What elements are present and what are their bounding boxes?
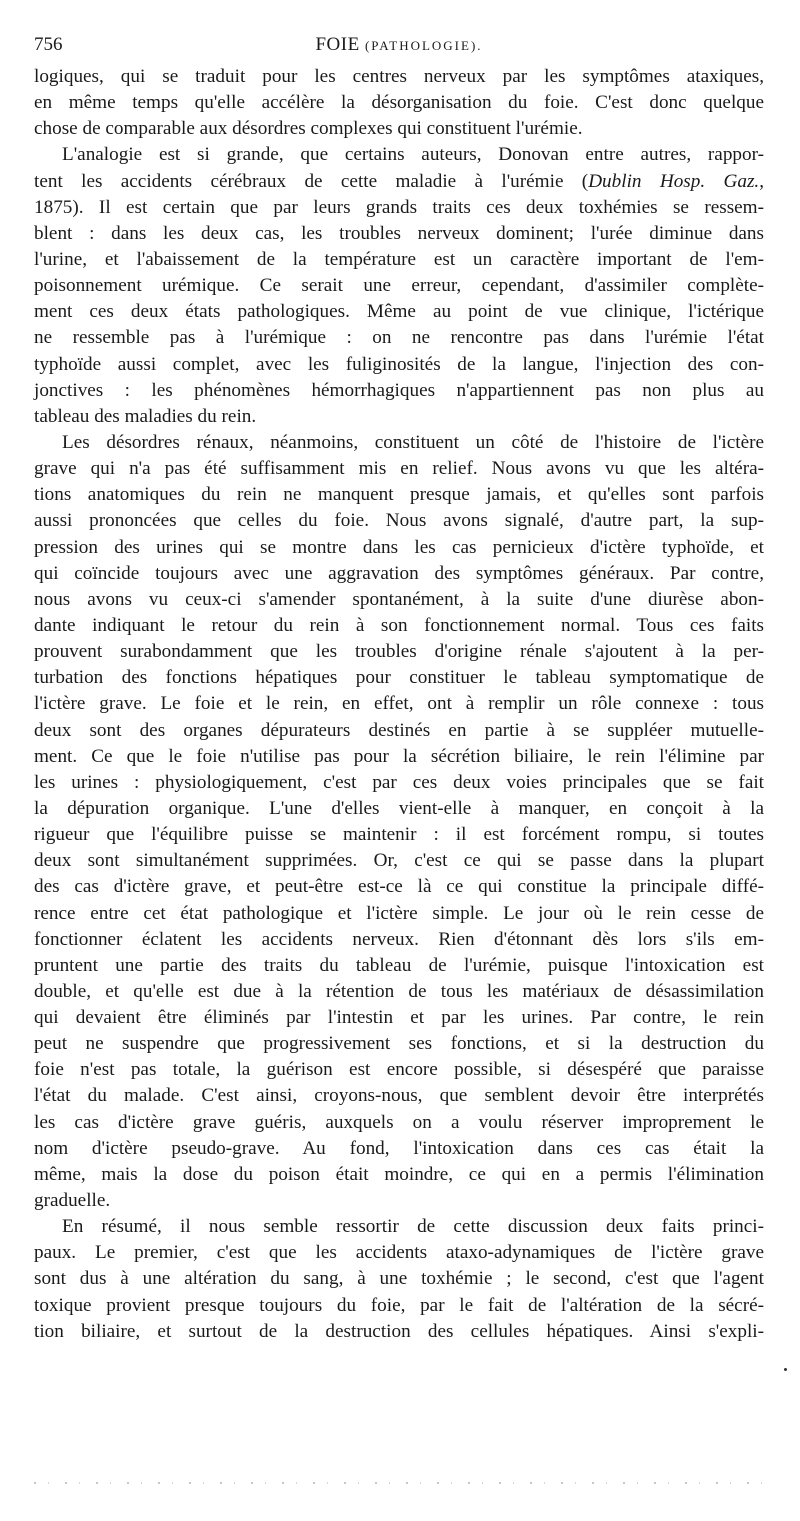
text-line: rigueur que l'équilibre puisse se maintenir : il est forcément rompu, si toutes — [34, 824, 764, 846]
text-line: l'état du malade. C'est ainsi, croyons-nous, que semblent devoir être interprétés — [34, 1085, 764, 1107]
body-text — [34, 64, 764, 1345]
text-line: aussi prononcées que celles du foie. Nous avons signalé, d'autre part, la sup- — [34, 510, 764, 532]
text-line: qui coïncide toujours avec une aggravation des symptômes généraux. Par contre, — [34, 562, 764, 584]
text-line: ne ressemble pas à l'urémique : on ne rencontre pas dans l'urémie l'état — [34, 327, 764, 349]
text-segment: tent les accidents cérébraux de cette maladie à l'urémie ( — [34, 170, 589, 192]
text-line: dante indiquant le retour du rein à son fonctionnement normal. Tous ces faits — [34, 614, 764, 636]
text-line: l'ictère grave. Le foie et le rein, en effet, ont à remplir un rôle connexe : tous — [34, 693, 764, 715]
text-line: ment. Ce que le foie n'utilise pas pour la sécrétion biliaire, le rein l'élimine par — [34, 745, 764, 767]
running-title — [34, 32, 764, 59]
text-line: poisonnement urémique. Ce serait une erreur, cependant, d'assimiler complète- — [34, 275, 764, 297]
text-line: pruntent une partie des traits du tableau de l'urémie, puisque l'intoxication est — [34, 954, 764, 976]
text-line: des cas d'ictère grave, et peut-être est-ce là ce qui constitue la principale diffé- — [34, 876, 764, 898]
text-line: chose de comparable aux désordres complexes qui constituent l'urémie. — [34, 118, 583, 140]
text-line: turbation des fonctions hépatiques pour constituer le tableau symptomatique de — [34, 667, 764, 689]
text-line: foie n'est pas totale, la guérison est encore possible, si désespéré que paraisse — [34, 1059, 764, 1081]
text-line: rence entre cet état pathologique et l'ictère simple. Le jour où le rein cesse de — [34, 902, 764, 924]
text-line: deux sont simultanément supprimées. Or, c'est ce qui se passe dans la plupart — [34, 850, 764, 872]
running-title-main: FOIE — [315, 34, 360, 55]
text-line: 1875). Il est certain que par leurs grands traits ces deux toxhémies se ressem- — [34, 196, 764, 218]
text-line: tion biliaire, et surtout de la destruction des cellules hépatiques. Ainsi s'expli- — [34, 1320, 764, 1342]
text-line: nom d'ictère pseudo-grave. Au fond, l'intoxication dans ces cas était la — [34, 1137, 764, 1159]
citation: Dublin Hosp. Gaz. — [588, 170, 760, 192]
text-line: prouvent surabondamment que les troubles d'origine rénale s'ajoutent à la per- — [34, 641, 764, 663]
text-line: pression des urines qui se montre dans les cas pernicieux d'ictère typhoïde, et — [34, 536, 764, 558]
text-line: nous avons vu ceux-ci s'amender spontanément, à la suite d'une diurèse abon- — [34, 588, 764, 610]
text-line: Les désordres rénaux, néanmoins, constituent un côté de l'histoire de l'ictère — [62, 431, 764, 453]
running-title-subtitle: (PATHOLOGIE). — [364, 38, 483, 53]
text-line-with-citation — [34, 169, 764, 195]
text-line: typhoïde aussi complet, avec les fuliginosités de la langue, l'injection des con- — [34, 353, 764, 375]
text-line: grave qui n'a pas été suffisamment mis en relief. Nous avons vu que les altéra- — [34, 458, 764, 480]
text-line: blent : dans les deux cas, les troubles nerveux dominent; l'urée diminue dans — [34, 222, 764, 244]
text-line: même, mais la dose du poison était moindre, ce qui en a permis l'élimination — [34, 1163, 764, 1185]
text-line: jonctives : les phénomènes hémorrhagiques n'appartiennent pas non plus au — [34, 379, 764, 401]
text-line: deux sont des organes dépurateurs destinés en partie à se suppléer mutuelle- — [34, 719, 764, 741]
scan-noise — [34, 1482, 764, 1484]
text-line: En résumé, il nous semble ressortir de cette discussion deux faits princi- — [62, 1216, 764, 1238]
text-line: double, et qu'elle est due à la rétention de tous les matériaux de désassimilation — [34, 980, 764, 1002]
page-number: 756 — [34, 34, 63, 55]
text-line: tableau des maladies du rein. — [34, 405, 257, 427]
running-header — [34, 32, 764, 58]
text-line: tions anatomiques du rein ne manquent presque jamais, et qu'elles sont parfois — [34, 484, 764, 506]
text-line: logiques, qui se traduit pour les centres nerveux par les symptômes ataxiques, — [34, 66, 764, 87]
text-line: les cas d'ictère grave guéris, auxquels on a voulu réserver improprement le — [34, 1111, 764, 1133]
text-line: peut ne suspendre que progressivement ses fonctions, et si la destruction du — [34, 1033, 764, 1055]
text-line: la dépuration organique. L'une d'elles vient-elle à manquer, en conçoit à la — [34, 797, 764, 819]
text-line: fonctionner éclatent les accidents nerveux. Rien d'étonnant dès lors s'ils em- — [34, 928, 764, 950]
text-line: qui devaient être éliminés par l'intestin et par les urines. Par contre, le rein — [34, 1007, 764, 1029]
text-line: les urines : physiologiquement, c'est par ces deux voies principales que se fait — [34, 771, 764, 793]
ink-speck — [784, 1368, 787, 1371]
text-line: graduelle. — [34, 1190, 111, 1212]
text-line: paux. Le premier, c'est que les accidents ataxo-adynamiques de l'ictère grave — [34, 1242, 764, 1264]
citation-punctuation: , — [759, 170, 765, 192]
text-line: L'analogie est si grande, que certains auteurs, Donovan entre autres, rappor- — [62, 144, 764, 166]
text-line: l'urine, et l'abaissement de la température est un caractère important de l'em- — [34, 248, 764, 270]
text-line: en même temps qu'elle accélère la désorganisation du foie. C'est donc quelque — [34, 92, 764, 114]
text-line: sont dus à une altération du sang, à une toxhémie ; le second, c'est que l'agent — [34, 1268, 764, 1290]
text-line: ment ces deux états pathologiques. Même au point de vue clinique, l'ictérique — [34, 301, 764, 323]
text-line: toxique provient presque toujours du foie, par le fait de l'altération de la sécré- — [34, 1294, 764, 1316]
